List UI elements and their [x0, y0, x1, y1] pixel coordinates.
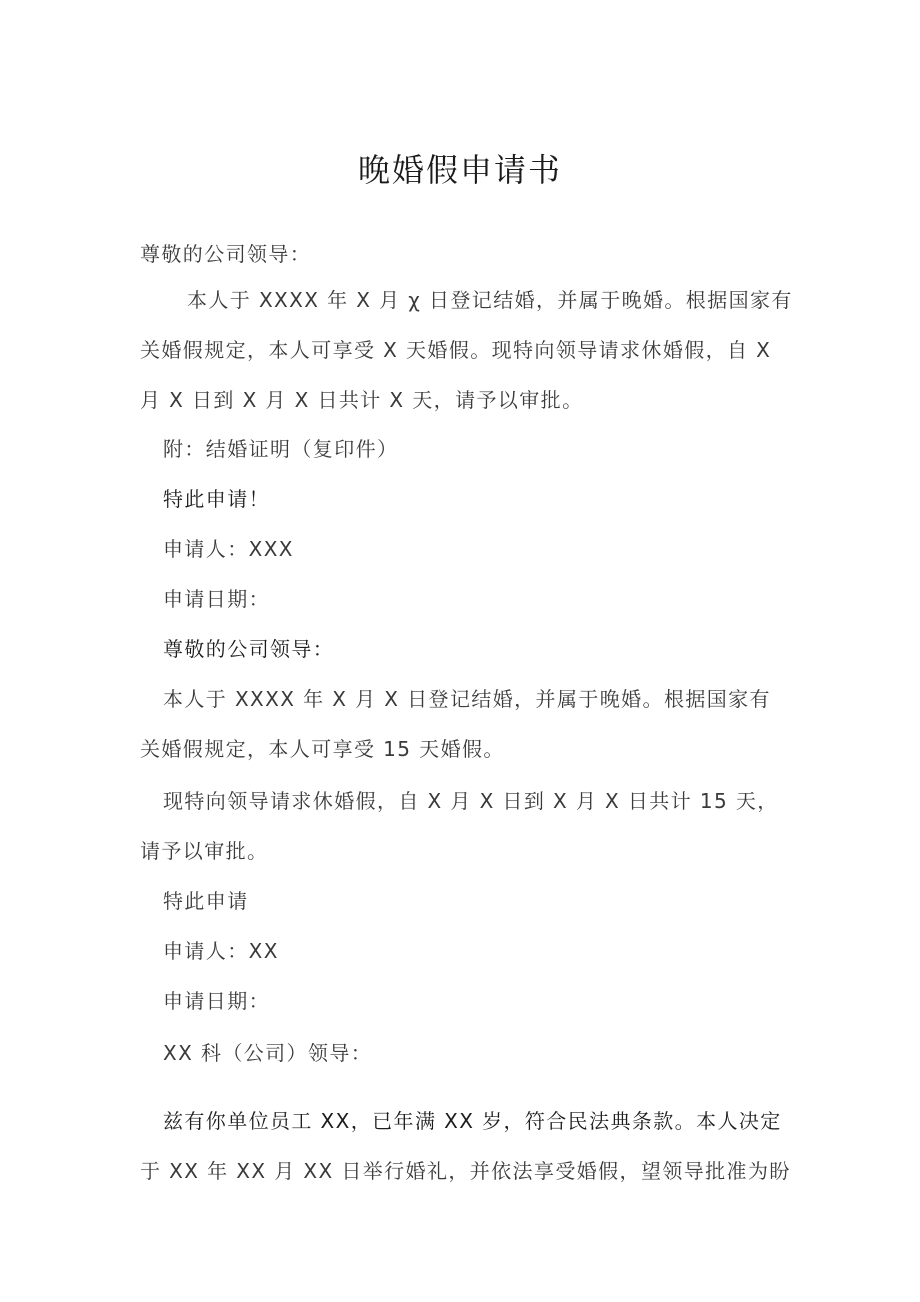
paragraph-4-line-2: 于 XX 年 XX 月 XX 日举行婚礼，并依法享受婚假，望领导批准为盼 [140, 1159, 791, 1183]
paragraph-2-line-1: 本人于 XXXX 年 X 月 X 日登记结婚，并属于晚婚。根据国家有 [163, 687, 771, 711]
paragraph-1-line-3: 月 X 日到 X 月 X 日共计 X 天，请予以审批。 [140, 388, 584, 412]
paragraph-3-line-1: 现特向领导请求休婚假，自 X 月 X 日到 X 月 X 日共计 15 天， [163, 789, 779, 813]
attachment-note: 附：结婚证明（复印件） [163, 437, 399, 461]
applicant-2: 申请人：XX [163, 939, 279, 963]
paragraph-4-line-1: 兹有你单位员工 XX，已年满 XX 岁，符合民法典条款。本人决定 [163, 1109, 782, 1133]
paragraph-1-line-1: 本人于 XXXX 年 X 月 χ 日登记结婚，并属于晚婚。根据国家有 [187, 288, 793, 312]
paragraph-1-line-2: 关婚假规定，本人可享受 X 天婚假。现特向领导请求休婚假，自 X [140, 338, 772, 362]
applicant-1: 申请人：XXX [163, 537, 294, 561]
date-2: 申请日期： [163, 989, 270, 1013]
closing-2: 特此申请 [163, 889, 249, 913]
salutation-1: 尊敬的公司领导： [140, 242, 312, 266]
document-title: 晚婚假申请书 [357, 151, 562, 189]
date-1: 申请日期： [163, 587, 270, 611]
salutation-3: XX 科（公司）领导： [163, 1041, 373, 1065]
paragraph-2-line-2: 关婚假规定，本人可享受 15 天婚假。 [140, 737, 505, 761]
paragraph-3-line-2: 请予以审批。 [140, 839, 269, 863]
closing-1: 特此申请！ [163, 487, 270, 511]
salutation-2: 尊敬的公司领导： [163, 637, 335, 661]
